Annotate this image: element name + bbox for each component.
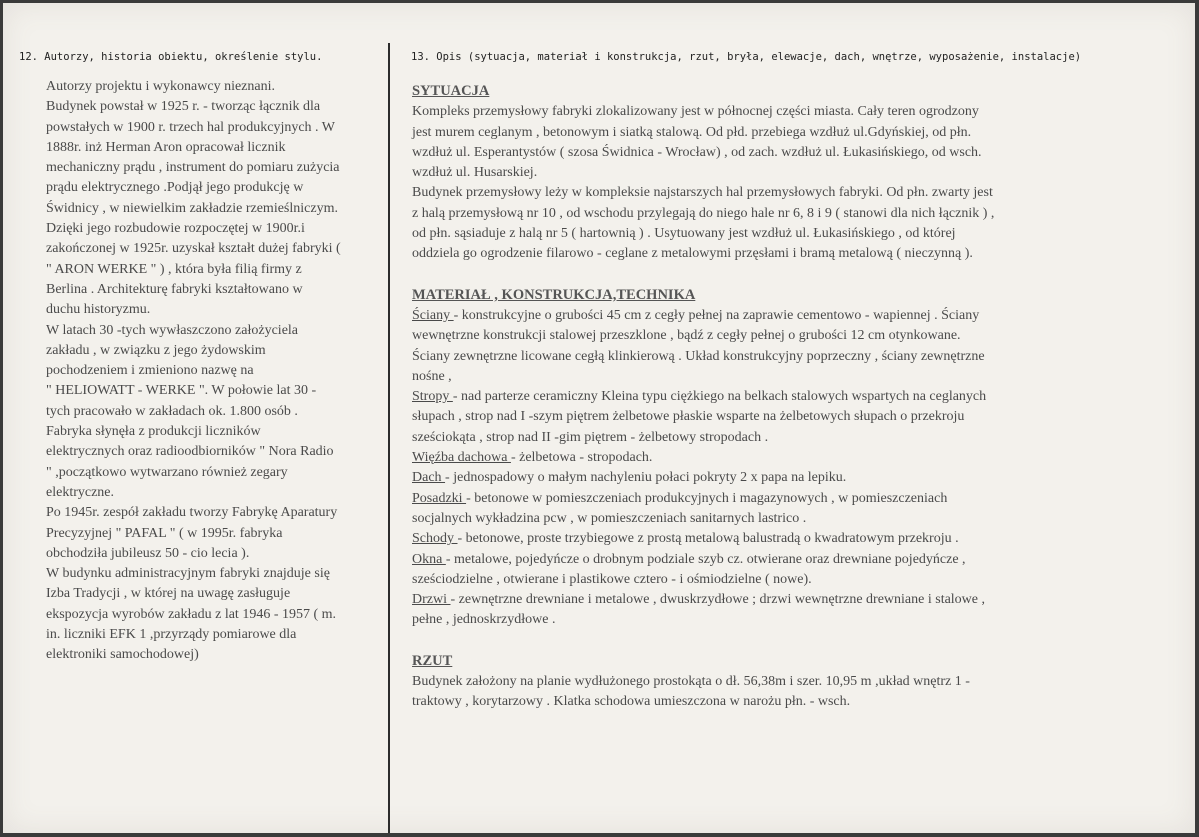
history-line: Berlina . Architekturę fabryki kształtowano w (46, 281, 303, 297)
history-line: prądu elektrycznego .Podjął jego produkcję w (46, 180, 304, 196)
history-line: ekspozycja wyrobów zakładu z lat 1946 - 1957 ( m. (46, 606, 337, 622)
material-text: pełne , jednoskrzydłowe . (412, 612, 556, 628)
material-line (412, 489, 1187, 509)
material-text: nośne , (412, 368, 452, 384)
material-text: słupach , strop nad I -szym piętrem żelbetowe płaskie wsparte na żelbetowych słupach o przekroju (412, 409, 965, 425)
sytuacja-line: wzdłuż ul. Husarskiej. (412, 165, 538, 181)
history-line: in. liczniki EFK 1 ,przyrządy pomiarowe dla (46, 627, 297, 643)
rzut-title: RZUT (412, 652, 453, 669)
history-line: Izba Tradycji , w której na uwagę zasługuje (46, 586, 291, 602)
sytuacja-line: Budynek przemysłowy leży w kompleksie najstarszych hal przemysłowych fabryki. Od płn. zwarty jest (412, 185, 993, 201)
material-line (412, 590, 1187, 610)
history-line: W latach 30 -tych wywłaszczono założyciela (46, 322, 299, 338)
material-text: - metalowe, pojedyńcze o drobnym podziale szyb cz. otwierane oraz drewniane pojedyńcze , (445, 551, 966, 567)
material-term: Stropy (412, 389, 453, 405)
history-line: " ARON WERKE " ) , która była filią firmy z (46, 261, 302, 277)
material-term: Schody (412, 531, 458, 547)
material-line (412, 428, 1187, 448)
history-text (46, 77, 371, 666)
rzut-body (412, 672, 1187, 713)
rzut-line: traktowy , korytarzowy . Klatka schodowa umieszczona w narożu płn. - wsch. (412, 694, 851, 710)
history-line: 1888r. inż Herman Aron opracował licznik (46, 139, 286, 155)
sytuacja-line: oddziela go ogrodzenie filarowo - ceglane z metalowymi przęsłami i bramą metalową ( nieczynną ). (412, 246, 973, 262)
material-term: Ściany (412, 307, 454, 323)
sytuacja-line: Kompleks przemysłowy fabryki zlokalizowany jest w północnej części miasta. Cały teren ogrodzony (412, 104, 979, 120)
material-text: - betonowe w pomieszczeniach produkcyjnych i magazynowych , w pomieszczeniach (466, 490, 948, 506)
material-line (412, 367, 1187, 387)
history-line: elektroniki samochodowej) (46, 647, 199, 663)
material-line (412, 326, 1187, 346)
material-line (412, 407, 1187, 427)
history-line: obchodziła jubileusz 50 - cio lecia ). (46, 545, 250, 561)
history-line: zakładu , w związku z jego żydowskim (46, 342, 266, 358)
history-line: " HELIOWATT - WERKE ". W połowie lat 30 - (46, 383, 317, 399)
material-term: Posadzki (412, 490, 467, 506)
history-line: Budynek powstał w 1925 r. - tworząc łącznik dla (46, 99, 321, 115)
history-line: elektryczne. (46, 484, 115, 500)
material-line (412, 347, 1187, 367)
material-text: Ściany zewnętrzne licowane cegłą klinkierową . Układ konstrukcyjny poprzeczny , ściany zewnętrzne (412, 348, 985, 364)
history-line: powstałych w 1900 r. trzech hal produkcyjnych . W (46, 119, 336, 135)
sytuacja-body (412, 102, 1187, 264)
sytuacja-line: od płn. sąsiaduje z halą nr 5 ( hartownią ) . Usytuowany jest wzdłuż ul. Łukasińskiego , od której (412, 226, 956, 242)
material-text: sześciokąta , strop nad II -gim piętrem - żelbetowy stropodach . (412, 429, 769, 445)
section-13-header: 13. Opis (sytuacja, materiał i konstrukcja, rzut, bryła, elewacje, dach, wnętrze, wyposażenie, instalacje) (411, 51, 1082, 63)
document-card (3, 3, 1195, 833)
material-line (412, 610, 1187, 630)
material-text: - zewnętrzne drewniane i metalowe , dwuskrzydłowe ; drzwi wewnętrzne drewniane i stalowe , (450, 592, 986, 608)
material-line (412, 448, 1187, 468)
section-12-header: 12. Autorzy, historia obiektu, określenie stylu. (19, 51, 323, 63)
sytuacja-title: SYTUACJA (412, 83, 490, 99)
material-text: - jednospadowy o małym nachyleniu połaci pokryty 2 x papa na lepiku. (445, 470, 847, 486)
material-text: sześciodzielne , otwierane i plastikowe cztero - i ośmiodzielne ( nowe). (412, 571, 812, 587)
material-line (412, 550, 1187, 570)
history-line: elektrycznych oraz radioodbiorników " Nora Radio (46, 444, 334, 460)
column-divider (388, 43, 390, 833)
material-term: Okna (412, 551, 446, 567)
sytuacja-line: wzdłuż ul. Esperantystów ( szosa Świdnica - Wrocław) , od zach. wzdłuż ul. Łukasińskiego, od wsch. (412, 144, 982, 160)
history-line: Dzięki jego rozbudowie rozpoczętej w 1900r.i (46, 221, 305, 237)
history-line: Fabryka słynęła z produkcji liczników (46, 424, 261, 440)
material-line (412, 306, 1187, 326)
history-line: Precyzyjnej " PAFAL " ( w 1995r. fabryka (46, 525, 283, 541)
history-line: duchu historyzmu. (46, 302, 151, 318)
history-line: " ,początkowo wytwarzano również zegary (46, 464, 288, 480)
material-line (412, 570, 1187, 590)
sytuacja-line: jest murem ceglanym , betonowym i siatką stalową. Od płd. przebiega wzdłuż ul.Gdyńskiej, od płn. (412, 124, 972, 140)
history-line: mechaniczny prądu , instrument do pomiaru zużycia (46, 160, 340, 176)
material-text: - nad parterze ceramiczny Kleina typu ciężkiego na belkach stalowych wspartych na ceglanych (452, 389, 987, 405)
history-line: W budynku administracyjnym fabryki znajduje się (46, 566, 330, 582)
material-text: wewnętrzne konstrukcji stalowej przeszklone , bądź z cegły pełnej o grubości 12 cm otynkowane. (412, 328, 961, 344)
material-body (412, 306, 1187, 631)
material-term: Drzwi (412, 592, 451, 608)
material-term: Więźba dachowa (412, 450, 511, 466)
material-line (412, 509, 1187, 529)
history-line: Świdnicy , w niewielkim zakładzie rzemieślniczym. (46, 200, 338, 216)
material-term: Dach (412, 470, 446, 486)
material-text: socjalnych wykładzina pcw , w pomieszczeniach sanitarnych lastrico . (412, 510, 807, 526)
material-line (412, 529, 1187, 549)
material-line (412, 468, 1187, 488)
material-title: MATERIAŁ , KONSTRUKCJA,TECHNIKA (412, 286, 696, 303)
material-text: - żelbetowa - stropodach. (510, 450, 653, 466)
history-line: Po 1945r. zespół zakładu tworzy Fabrykę Aparatury (46, 505, 338, 521)
history-line: pochodzeniem i zmieniono nazwę na (46, 363, 254, 379)
history-line: tych pracowało w zakładach ok. 1.800 osób . (46, 403, 298, 419)
history-line: zakończonej w 1925r. uzyskał kształt dużej fabryki ( (46, 241, 341, 257)
sytuacja-line: z halą przemysłową nr 10 , od wschodu przylegają do niego hale nr 6, 8 i 9 ( stanowi dla nich łącznik ) , (412, 205, 995, 221)
history-line: Autorzy projektu i wykonawcy nieznani. (46, 79, 275, 94)
material-text: - betonowe, proste trzybiegowe z prostą metalową balustradą o kwadratowym przekroju . (457, 531, 959, 547)
description-text (412, 81, 1187, 713)
material-line (412, 387, 1187, 407)
material-text: - konstrukcyjne o grubości 45 cm z cegły pełnej na zaprawie cementowo - wapiennej . Ściany (453, 307, 980, 323)
rzut-line: Budynek założony na planie wydłużonego prostokąta o dł. 56,38m i szer. 10,95 m ,układ wnętrz 1 - (412, 674, 970, 690)
